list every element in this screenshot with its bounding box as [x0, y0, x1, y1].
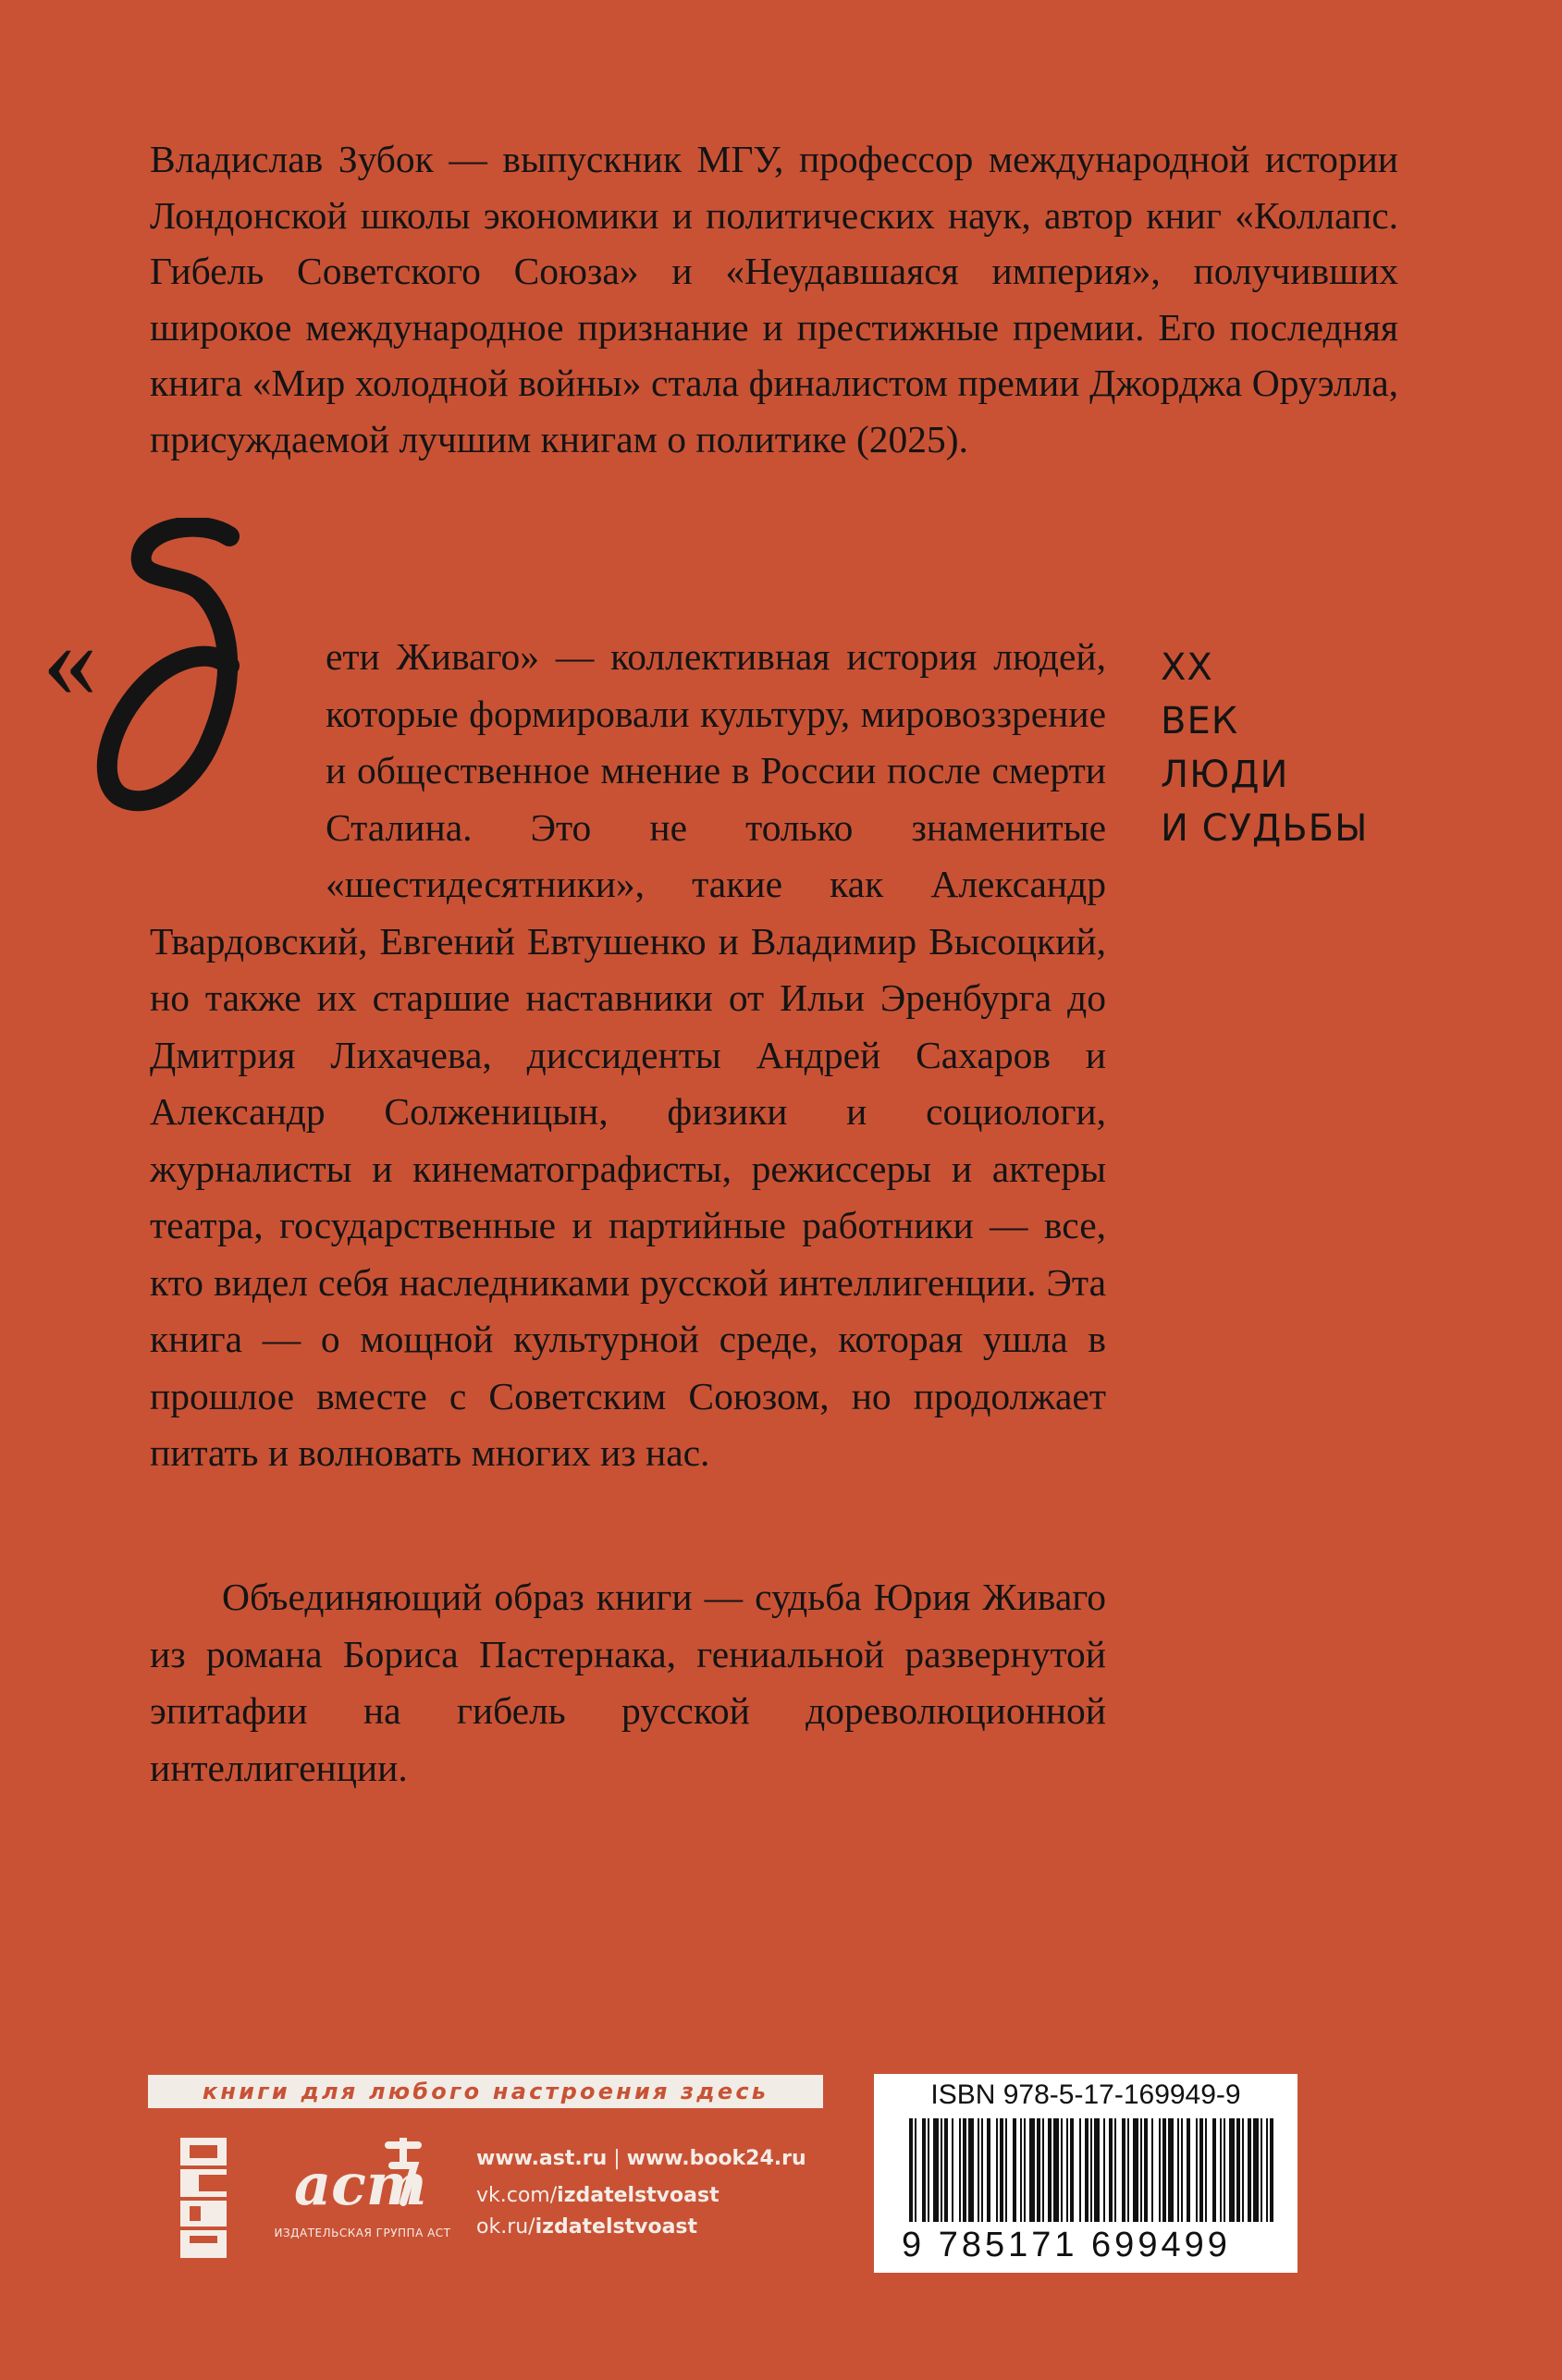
barcode-bar	[1037, 2118, 1040, 2222]
barcode-bar	[1212, 2118, 1216, 2222]
barcode-bar	[1196, 2118, 1198, 2222]
barcode-bar	[1094, 2118, 1100, 2222]
barcode-bar	[1177, 2118, 1179, 2222]
barcode-bar	[1090, 2118, 1092, 2222]
barcode-bar	[1085, 2118, 1088, 2222]
barcode-bar	[1168, 2118, 1174, 2222]
barcode-bar	[1070, 2118, 1074, 2222]
barcode-bar	[963, 2118, 966, 2222]
book-description-text: ети Живаго» — коллективная история людей, которые формировали культуру, мировоззрение и общественное мнение в России после смерти Сталина. Это не только знаменитые «шестидесятники», такие как Александр Твардовский, Евгений Евтушенко и Владимир Высоцкий, но также их старшие наставники от Ильи Эренбурга до Дмитрия Лихачева, диссиденты Андрей Сахаров и Александр Солженицын, физики и социологи, журналисты и кинематографисты, режиссеры и актеры театра, государственные и партийные работники — все, кто видел себя наследниками русской интеллигенции. Эта книга — о мощной культурной среде, которая ушла в прошлое вместе с Советским Союзом, но продолжает питать и волновать многих из нас.	[150, 635, 1106, 1474]
barcode-bar	[928, 2118, 929, 2222]
barcode-bar	[1229, 2118, 1235, 2222]
barcode-bar	[1266, 2118, 1268, 2222]
barcode-bar	[952, 2118, 953, 2222]
barcode-bar	[1114, 2118, 1116, 2222]
barcode-bar	[1151, 2118, 1153, 2222]
barcode-bar	[1061, 2118, 1063, 2222]
barcode-bar	[1079, 2118, 1081, 2222]
barcode-bar	[959, 2118, 961, 2222]
book-description	[150, 629, 1106, 1482]
website-book24[interactable]: www.book24.ru	[626, 2147, 806, 2170]
barcode-bar	[933, 2118, 939, 2222]
series-line-1: XX	[1161, 646, 1213, 689]
barcode-digits: 9 785171 699499	[902, 2226, 1231, 2264]
tagline-banner: книги для любого настроения здесь	[148, 2075, 823, 2108]
website-ast[interactable]: www.ast.ru	[476, 2147, 608, 2170]
ast-logo	[274, 2138, 451, 2249]
barcode-bar	[1220, 2118, 1222, 2222]
contacts	[476, 2143, 806, 2243]
barcode-bar	[981, 2118, 983, 2222]
barcode-bar	[987, 2118, 990, 2222]
opening-quote-mark: «	[43, 599, 97, 720]
barcode-panel	[874, 2074, 1298, 2273]
barcode-bar	[922, 2118, 926, 2222]
barcode-bar	[915, 2118, 916, 2222]
publisher-group-label: ИЗДАТЕЛЬСКАЯ ГРУППА АСТ	[274, 2227, 451, 2239]
website-separator: |	[607, 2147, 627, 2170]
imprint-logo-icon	[180, 2138, 227, 2258]
barcode-bar	[1005, 2118, 1007, 2222]
ok-prefix: ok.ru/	[476, 2215, 535, 2239]
barcode-bar	[1109, 2118, 1113, 2222]
vk-prefix: vk.com/	[476, 2184, 558, 2207]
unity-paragraph: Объединяющий образ книги — судьба Юрия Живаго из романа Бориса Пастернака, гениальной развернутой эпитафии на гибель русской дореволюционной интеллигенции.	[150, 1576, 1106, 1789]
ast-logo-icon	[289, 2138, 437, 2221]
barcode-bar	[1029, 2118, 1035, 2222]
barcode-bar	[1253, 2118, 1259, 2222]
barcode-bar	[1133, 2118, 1138, 2222]
barcode-bar	[944, 2118, 948, 2222]
barcode-bar	[968, 2118, 974, 2222]
barcode-bar	[1140, 2118, 1142, 2222]
barcode-bar	[996, 2118, 998, 2222]
barcode-bar	[1066, 2118, 1068, 2222]
barcode-bar	[909, 2118, 913, 2222]
series-line-2: ВЕК	[1161, 700, 1239, 742]
isbn-label: ISBN 978-5-17-169949-9	[930, 2079, 1241, 2110]
barcode-bar	[1000, 2118, 1003, 2222]
barcode-bar	[1162, 2118, 1166, 2222]
barcode-bar	[1053, 2118, 1059, 2222]
barcode-bar	[1013, 2118, 1016, 2222]
barcode-bar	[1144, 2118, 1148, 2222]
barcode-bar	[1159, 2118, 1161, 2222]
series-line-3: ЛЮДИ	[1161, 754, 1289, 796]
series-title	[1161, 641, 1368, 855]
barcode-bar	[1024, 2118, 1026, 2222]
barcode-bar	[1270, 2118, 1273, 2222]
author-bio: Владислав Зубок — выпускник МГУ, профессор международной истории Лондонской школы экономики и политических наук, автор книг «Коллапс. Гибель Советского Союза» и «Неудавшаяся империя», получивших широкое международное признание и престижные премии. Его последняя книга «Мир холодной войны» стала финалистом премии Джорджа Оруэлла, присуждаемой лучшим книгам о политике (2025).	[150, 138, 1398, 460]
barcode-bar	[1122, 2118, 1125, 2222]
barcode-bar	[1205, 2118, 1207, 2222]
barcode-bar	[1236, 2118, 1240, 2222]
websites-row	[476, 2143, 806, 2175]
barcode-bar	[1020, 2118, 1022, 2222]
ok-link[interactable]	[476, 2212, 806, 2243]
barcode-bar	[1042, 2118, 1044, 2222]
barcode-bar	[1103, 2118, 1105, 2222]
barcode-bar	[978, 2118, 979, 2222]
imprint-logo	[180, 2138, 227, 2258]
barcode-bar	[1224, 2118, 1225, 2222]
vk-link[interactable]	[476, 2180, 806, 2212]
barcode-bar	[1187, 2118, 1190, 2222]
ast-logo-text: аст	[294, 2151, 427, 2218]
barcode-bar	[1127, 2118, 1129, 2222]
barcode-bar	[1242, 2118, 1244, 2222]
barcode-bar	[1048, 2118, 1052, 2222]
ok-handle: izdatelstvoast	[535, 2215, 698, 2239]
barcode-bar	[941, 2118, 942, 2222]
barcode-bar	[1181, 2118, 1183, 2222]
vk-handle: izdatelstvoast	[557, 2184, 720, 2207]
barcode-bar	[1261, 2118, 1262, 2222]
barcode-bar	[1248, 2118, 1251, 2222]
series-line-4: И СУДЬБЫ	[1161, 807, 1369, 850]
barcode-bar	[1199, 2118, 1203, 2222]
